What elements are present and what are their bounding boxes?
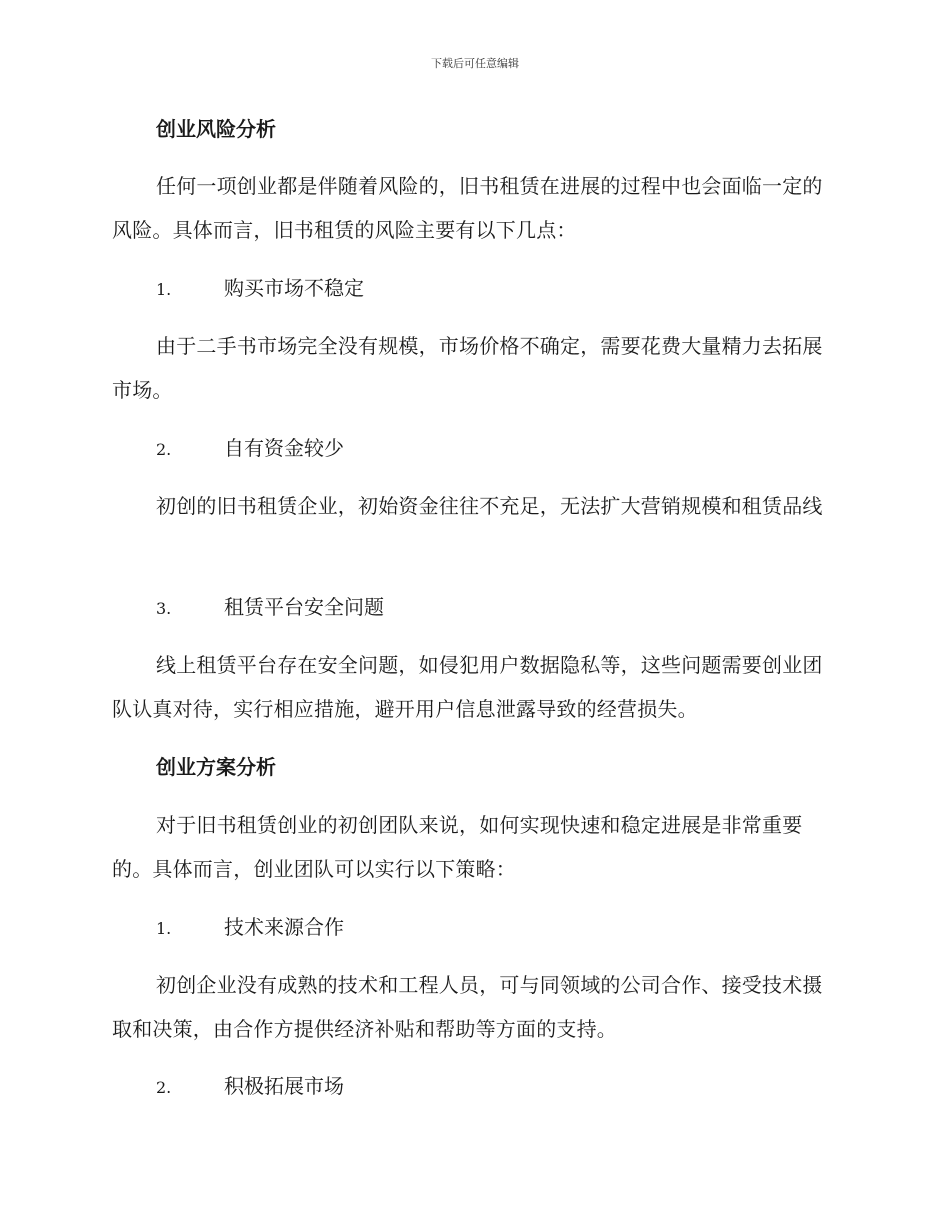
list-item-risk-1	[156, 269, 364, 309]
list-number: 1.	[156, 919, 172, 938]
list-number: 2.	[156, 1078, 172, 1097]
section-heading-plan: 创业方案分析	[156, 755, 276, 779]
paragraph-plan-1: 初创企业没有成熟的技术和工程人员，可与同领域的公司合作、接受技术摄取和决策，由合作方提供经济补贴和帮助等方面的支持。	[112, 973, 823, 1041]
list-number: 2.	[156, 440, 172, 459]
paragraph-risk-intro: 任何一项创业都是伴随着风险的，旧书租赁在进展的过程中也会面临一定的风险。具体而言，旧书租赁的风险主要有以下几点：	[112, 174, 823, 242]
header-note: 下载后可任意编辑	[431, 57, 519, 70]
paragraph-risk-3: 线上租赁平台存在安全问题，如侵犯用户数据隐私等，这些问题需要创业团队认真对待，实行相应措施，避开用户信息泄露导致的经营损失。	[112, 653, 823, 721]
list-item-plan-2	[156, 1067, 344, 1107]
paragraph-plan-intro: 对于旧书租赁创业的初创团队来说，如何实现快速和稳定进展是非常重要的。具体而言，创业团队可以实行以下策略：	[112, 813, 803, 881]
list-label: 购买市场不稳定	[224, 276, 364, 300]
paragraph-risk-1: 由于二手书市场完全没有规模，市场价格不确定，需要花费大量精力去拓展市场。	[112, 334, 823, 402]
list-label: 租赁平台安全问题	[224, 595, 384, 619]
list-label: 积极拓展市场	[224, 1074, 344, 1098]
list-label: 自有资金较少	[224, 436, 344, 460]
list-item-risk-2	[156, 429, 344, 469]
list-label: 技术来源合作	[224, 915, 344, 939]
paragraph-risk-2: 初创的旧书租赁企业，初始资金往往不充足，无法扩大营销规模和租赁品线	[156, 494, 823, 518]
list-item-plan-1	[156, 908, 344, 948]
list-item-risk-3	[156, 588, 384, 628]
list-number: 3.	[156, 599, 172, 618]
section-heading-risk: 创业风险分析	[156, 117, 276, 141]
list-number: 1.	[156, 280, 172, 299]
